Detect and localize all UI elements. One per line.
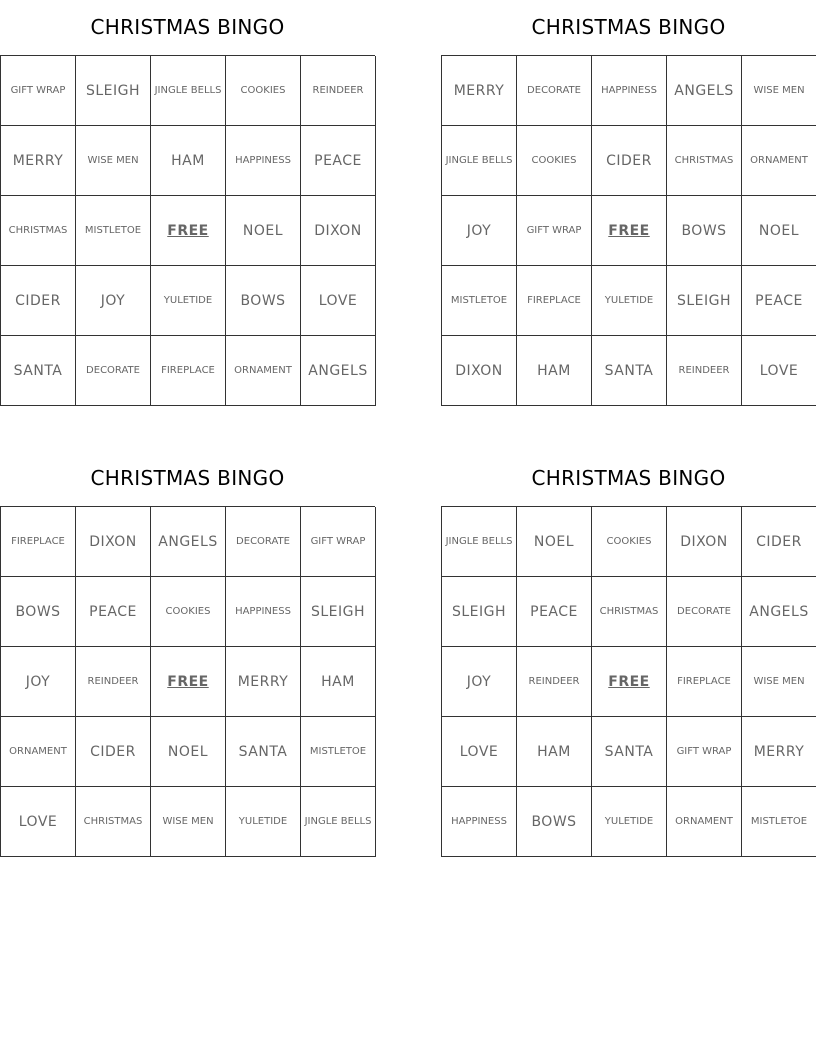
bingo-cell: LOVE	[442, 717, 517, 787]
bingo-card	[0, 451, 375, 857]
bingo-cell: HAPPINESS	[226, 126, 301, 196]
bingo-cell: LOVE	[742, 336, 816, 406]
bingo-cell: MERRY	[742, 717, 816, 787]
bingo-cell: JOY	[76, 266, 151, 336]
bingo-cell: PEACE	[76, 577, 151, 647]
bingo-cell: JOY	[442, 647, 517, 717]
bingo-cell: JINGLE BELLS	[301, 787, 376, 857]
bingo-free-cell: FREE	[592, 647, 667, 717]
bingo-cell: PEACE	[301, 126, 376, 196]
bingo-card	[441, 0, 816, 406]
bingo-cell: BOWS	[517, 787, 592, 857]
bingo-cell: YULETIDE	[226, 787, 301, 857]
bingo-free-cell: FREE	[151, 196, 226, 266]
bingo-cell: GIFT WRAP	[1, 56, 76, 126]
bingo-cell: SANTA	[1, 336, 76, 406]
bingo-cell: SLEIGH	[667, 266, 742, 336]
bingo-cell: REINDEER	[517, 647, 592, 717]
bingo-cell: JINGLE BELLS	[442, 126, 517, 196]
bingo-cell: BOWS	[1, 577, 76, 647]
bingo-cell: MERRY	[1, 126, 76, 196]
bingo-cell: NOEL	[517, 507, 592, 577]
bingo-cell: CHRISTMAS	[592, 577, 667, 647]
bingo-cell: JOY	[442, 196, 517, 266]
bingo-cell: NOEL	[226, 196, 301, 266]
bingo-cell: ANGELS	[742, 577, 816, 647]
bingo-cell: NOEL	[151, 717, 226, 787]
bingo-cell: CHRISTMAS	[1, 196, 76, 266]
bingo-cell: GIFT WRAP	[301, 507, 376, 577]
bingo-cell: ANGELS	[151, 507, 226, 577]
bingo-cell: CHRISTMAS	[667, 126, 742, 196]
bingo-cell: SANTA	[592, 717, 667, 787]
bingo-cell: MISTLETOE	[76, 196, 151, 266]
bingo-cell: PEACE	[517, 577, 592, 647]
bingo-cell: COOKIES	[517, 126, 592, 196]
bingo-free-cell: FREE	[592, 196, 667, 266]
bingo-cell: WISE MEN	[742, 56, 816, 126]
bingo-cell: HAPPINESS	[226, 577, 301, 647]
bingo-cell: MISTLETOE	[742, 787, 816, 857]
bingo-grid	[441, 55, 816, 406]
card-title: CHRISTMAS BINGO	[90, 15, 285, 39]
bingo-cell: DIXON	[301, 196, 376, 266]
bingo-cell: ORNAMENT	[1, 717, 76, 787]
bingo-cell: SLEIGH	[301, 577, 376, 647]
bingo-cell: YULETIDE	[592, 787, 667, 857]
bingo-cell: YULETIDE	[592, 266, 667, 336]
bingo-cell: SLEIGH	[76, 56, 151, 126]
bingo-cell: DECORATE	[226, 507, 301, 577]
bingo-cell: MISTLETOE	[301, 717, 376, 787]
bingo-cell: CIDER	[76, 717, 151, 787]
bingo-cell: CIDER	[1, 266, 76, 336]
bingo-cell: DIXON	[442, 336, 517, 406]
bingo-cell: HAM	[301, 647, 376, 717]
bingo-cell: REINDEER	[301, 56, 376, 126]
bingo-cell: CHRISTMAS	[76, 787, 151, 857]
card-title: CHRISTMAS BINGO	[90, 466, 285, 490]
bingo-cell: MISTLETOE	[442, 266, 517, 336]
bingo-grid	[0, 55, 375, 406]
bingo-card	[0, 0, 375, 406]
card-title: CHRISTMAS BINGO	[531, 466, 726, 490]
bingo-cell: WISE MEN	[742, 647, 816, 717]
bingo-cell: FIREPLACE	[517, 266, 592, 336]
bingo-cell: NOEL	[742, 196, 816, 266]
card-title: CHRISTMAS BINGO	[531, 15, 726, 39]
bingo-cell: LOVE	[301, 266, 376, 336]
bingo-cell: FIREPLACE	[667, 647, 742, 717]
bingo-cell: BOWS	[226, 266, 301, 336]
bingo-cell: HAM	[151, 126, 226, 196]
bingo-cell: GIFT WRAP	[667, 717, 742, 787]
bingo-cell: MERRY	[226, 647, 301, 717]
bingo-cell: COOKIES	[151, 577, 226, 647]
bingo-cell: CIDER	[592, 126, 667, 196]
bingo-cell: JOY	[1, 647, 76, 717]
bingo-grid	[0, 506, 375, 857]
bingo-cell: GIFT WRAP	[517, 196, 592, 266]
bingo-cell: HAPPINESS	[592, 56, 667, 126]
bingo-cell: COOKIES	[226, 56, 301, 126]
bingo-cell: DIXON	[667, 507, 742, 577]
bingo-cell: WISE MEN	[151, 787, 226, 857]
bingo-cell: COOKIES	[592, 507, 667, 577]
bingo-cell: DECORATE	[517, 56, 592, 126]
bingo-cell: HAM	[517, 336, 592, 406]
bingo-grid	[441, 506, 816, 857]
bingo-card	[441, 451, 816, 857]
bingo-cell: FIREPLACE	[151, 336, 226, 406]
bingo-cell: ORNAMENT	[226, 336, 301, 406]
bingo-cell: ORNAMENT	[667, 787, 742, 857]
bingo-cell: ANGELS	[301, 336, 376, 406]
bingo-cell: DECORATE	[76, 336, 151, 406]
bingo-cell: JINGLE BELLS	[151, 56, 226, 126]
bingo-cell: SANTA	[226, 717, 301, 787]
bingo-cell: REINDEER	[667, 336, 742, 406]
bingo-cell: WISE MEN	[76, 126, 151, 196]
bingo-cell: SANTA	[592, 336, 667, 406]
bingo-free-cell: FREE	[151, 647, 226, 717]
bingo-cell: ORNAMENT	[742, 126, 816, 196]
bingo-cell: DIXON	[76, 507, 151, 577]
bingo-cell: JINGLE BELLS	[442, 507, 517, 577]
bingo-cell: REINDEER	[76, 647, 151, 717]
bingo-cell: LOVE	[1, 787, 76, 857]
bingo-cell: PEACE	[742, 266, 816, 336]
bingo-cell: FIREPLACE	[1, 507, 76, 577]
bingo-cell: YULETIDE	[151, 266, 226, 336]
bingo-cell: MERRY	[442, 56, 517, 126]
bingo-cell: ANGELS	[667, 56, 742, 126]
bingo-cell: DECORATE	[667, 577, 742, 647]
bingo-cell: CIDER	[742, 507, 816, 577]
bingo-cell: SLEIGH	[442, 577, 517, 647]
bingo-cell: BOWS	[667, 196, 742, 266]
bingo-cell: HAPPINESS	[442, 787, 517, 857]
bingo-cell: HAM	[517, 717, 592, 787]
